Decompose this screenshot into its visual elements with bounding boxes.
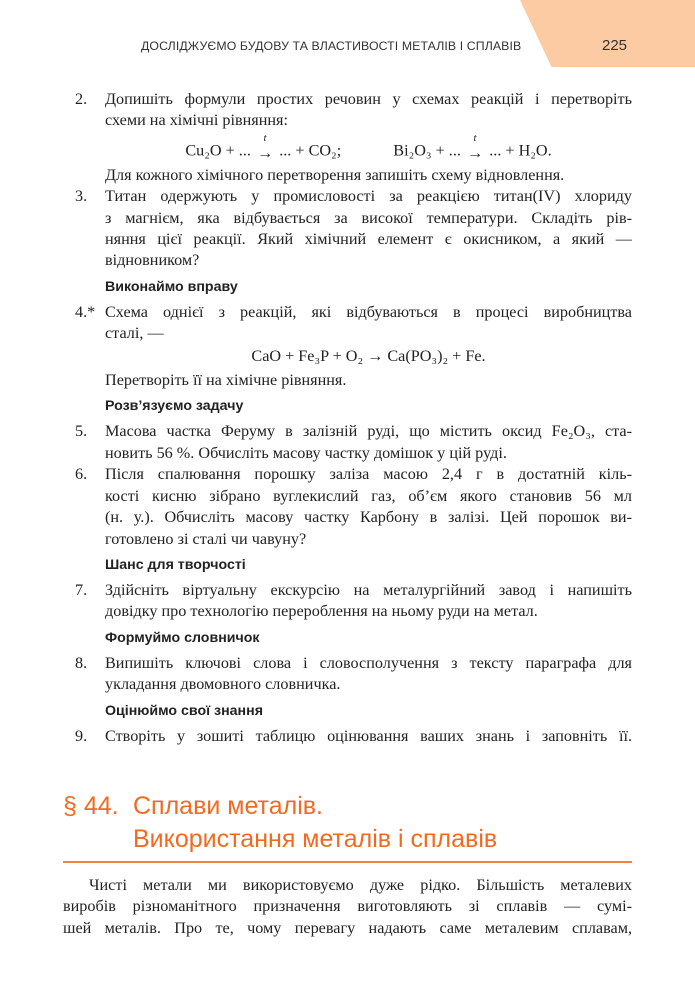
text-line: Масова частка Феруму в залізній руді, що містить оксид Fe₂O₃, ста- — [105, 422, 632, 441]
exercise-8 — [75, 653, 632, 696]
text-line: Випишіть ключові слова і словосполучення з тексту параграфа для — [105, 653, 632, 672]
arrow-icon — [257, 133, 273, 162]
exercise-number: 3. — [75, 187, 88, 206]
text-line: схеми на хімічні рівняння: — [105, 111, 288, 130]
text-line: Перетворіть її на хімічне рівняння. — [105, 371, 347, 390]
text-line: виробів різноманітного призначення виготовляють зі сплавів — сумі- — [63, 897, 632, 916]
exercise-number: 2. — [75, 90, 88, 108]
text-line: Створіть у зошиті таблицю оцінювання ваших знань і заповніть її. — [105, 726, 632, 745]
text-line: Титан одержують у промисловості за реакцією титан(IV) хлориду — [105, 187, 632, 206]
equation: CaO + Fe₃P + O₂ → Ca(PO₃)₂ + Fe. — [251, 346, 486, 365]
exercise-2 — [75, 89, 632, 186]
text-line: Допишіть формули простих речовин у схемах реакцій і перетворіть — [105, 90, 632, 108]
text-line: відновником? — [105, 251, 200, 270]
section-divider — [63, 861, 632, 863]
arrow-glyph: → — [466, 143, 484, 162]
subheading: Оцінюймо свої знання — [105, 702, 263, 719]
section-title-line: Використання металів і сплавів — [133, 825, 498, 853]
exercise-7 — [75, 580, 632, 623]
subheading: Виконаймо вправу — [105, 278, 238, 295]
exercise-4 — [75, 302, 632, 392]
exercise-number: 5. — [75, 422, 88, 441]
text-line: кості кисню зібрано вуглекислий газ, об’єм якого становив 56 мл — [105, 486, 632, 505]
running-title: ДОСЛІДЖУЄМО БУДОВУ ТА ВЛАСТИВОСТІ МЕТАЛІВ І СПЛАВІВ — [141, 39, 522, 53]
section-title-line: Сплави металів. — [133, 792, 323, 820]
text-line: Схема однієї з реакцій, які відбуваються в процесі виробництва — [105, 302, 632, 321]
eq1-right: ... + CO₂; — [275, 141, 342, 160]
arrow-condition: t — [263, 131, 267, 144]
section-title — [63, 790, 632, 856]
equations — [105, 133, 632, 162]
eq2-right: ... + H₂O. — [485, 141, 552, 160]
text-line: сталі, — — [105, 324, 164, 343]
text-line: Здійсніть віртуальну екскурсію на металургійний завод і напишіть — [105, 580, 632, 599]
exercise-number: 7. — [75, 580, 88, 599]
text-line: укладання двомовного словничка. — [105, 675, 341, 694]
text-line: Для кожного хімічного перетворення запишіть схему відновлення. — [105, 165, 565, 184]
exercise-number: 4.* — [75, 302, 96, 321]
text-line: Після спалювання порошку заліза масою 2,4 г в достатній кіль- — [105, 465, 632, 484]
text-line: (н. у.). Обчисліть масову частку Карбону в залізі. Цей порошок ви- — [105, 508, 632, 527]
exercise-number: 6. — [75, 465, 88, 484]
page-number: 225 — [602, 37, 628, 54]
eq2-left: Bi₂O₃ + ... — [393, 141, 465, 160]
text-line: Чисті метали ми використовуємо дуже рідко. Більшість металевих — [89, 876, 632, 894]
exercise-number: 8. — [75, 653, 88, 672]
subheading: Шанс для творчості — [105, 556, 246, 573]
arrow-condition: t — [473, 131, 477, 144]
exercise-9 — [75, 726, 632, 747]
text-line: з магнієм, яка відбувається за високої температури. Складіть рів- — [105, 208, 632, 227]
exercise-5 — [75, 421, 632, 464]
text-line: няння цієї реакції. Який хімічний елемент є окисником, а який — — [105, 230, 632, 249]
exercise-number: 9. — [75, 726, 88, 745]
exercise-6 — [75, 464, 632, 550]
text-line: новить 56 %. Обчисліть масову частку домішок у цій руді. — [105, 443, 507, 462]
text-line: довідку про технологію перероблення на ньому руди на метал. — [105, 602, 538, 621]
exercise-3 — [75, 186, 632, 272]
eq1-left: Cu₂O + ... — [185, 141, 255, 160]
corner-tab — [520, 0, 695, 67]
arrow-glyph: → — [256, 143, 274, 162]
text-line: готовлено зі сталі чи чавуну? — [105, 529, 307, 548]
section-number: § 44. — [63, 792, 119, 820]
subheading: Формуймо словничок — [105, 629, 260, 646]
subheading: Розв’язуємо задачу — [105, 398, 244, 415]
section-paragraph — [63, 875, 632, 939]
text-line: шей металів. Про те, чому перевагу надають саме металевим сплавам, — [63, 918, 632, 937]
arrow-icon — [467, 133, 483, 162]
exercises — [75, 89, 632, 747]
